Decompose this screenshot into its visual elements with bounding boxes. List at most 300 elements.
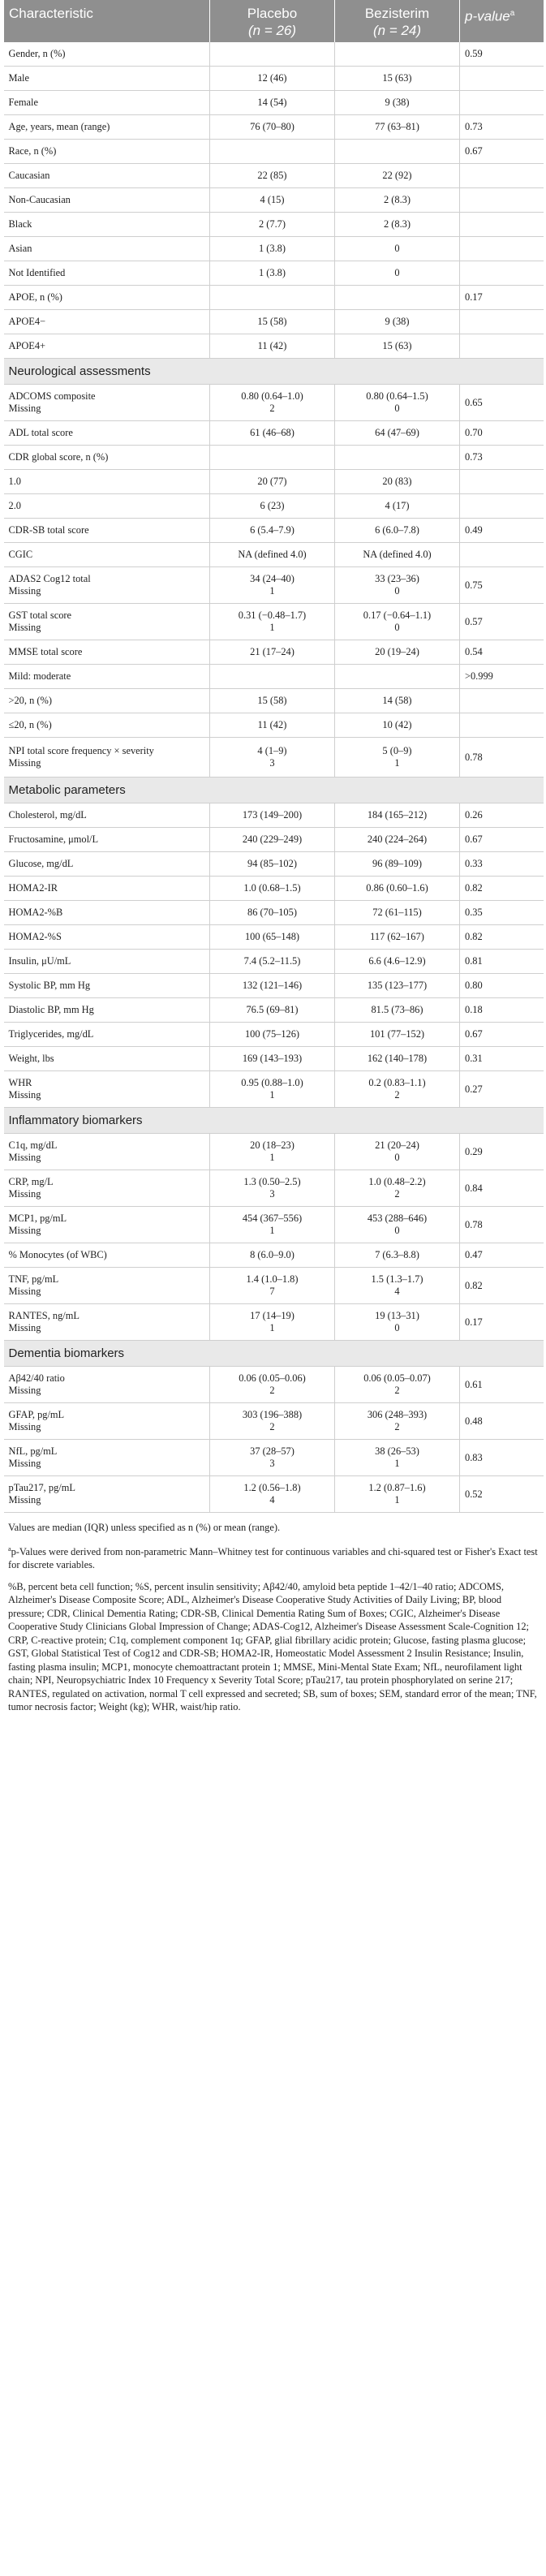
pvalue-cell bbox=[460, 42, 544, 67]
missing-label: Missing bbox=[8, 1494, 41, 1506]
bezisterim-value-cell bbox=[335, 213, 460, 237]
bezisterim-value-cell bbox=[335, 828, 460, 852]
row-label-cell bbox=[4, 164, 210, 188]
table-row bbox=[4, 1243, 544, 1268]
placebo-value-cell bbox=[210, 1268, 335, 1304]
table-row bbox=[4, 334, 544, 359]
bezisterim-value-cell bbox=[335, 42, 460, 67]
placebo-value-cell bbox=[210, 334, 335, 359]
row-label: Non-Caucasian bbox=[8, 194, 71, 205]
p-value: 0.73 bbox=[465, 451, 483, 463]
missing-count: 3 bbox=[269, 757, 275, 769]
cell-value: 0.2 (0.83–1.1) bbox=[368, 1077, 426, 1088]
row-label: RANTES, ng/mL bbox=[8, 1310, 80, 1321]
bezisterim-value-cell bbox=[335, 665, 460, 689]
placebo-value-cell bbox=[210, 1047, 335, 1071]
table-row bbox=[4, 803, 544, 828]
table-row bbox=[4, 310, 544, 334]
p-value: 0.29 bbox=[465, 1145, 483, 1157]
cell-value: 6 (6.0–7.8) bbox=[375, 524, 419, 536]
row-label-cell bbox=[4, 738, 210, 778]
row-label: WHR bbox=[8, 1077, 32, 1088]
pvalue-cell bbox=[460, 828, 544, 852]
cell-value: 7.4 (5.2–11.5) bbox=[243, 955, 301, 967]
cell-value: 0 bbox=[394, 243, 400, 254]
row-label-cell bbox=[4, 950, 210, 974]
cell-value: 240 (229–249) bbox=[242, 834, 303, 845]
pvalue-cell bbox=[460, 67, 544, 91]
row-label: CRP, mg/L bbox=[8, 1176, 54, 1187]
cell-value: 0.31 (−0.48–1.7) bbox=[238, 610, 307, 621]
row-label-cell bbox=[4, 640, 210, 665]
row-label-cell bbox=[4, 42, 210, 67]
pvalue-cell bbox=[460, 925, 544, 950]
cell-value: 33 (23–36) bbox=[375, 573, 419, 584]
placebo-value-cell bbox=[210, 877, 335, 901]
missing-label: Missing bbox=[8, 1322, 41, 1333]
missing-count: 1 bbox=[269, 1225, 275, 1236]
table-row bbox=[4, 67, 544, 91]
table-row bbox=[4, 567, 544, 604]
cell-value: 132 (121–146) bbox=[242, 980, 303, 991]
missing-count: 3 bbox=[269, 1188, 275, 1200]
cell-value: 7 (6.3–8.8) bbox=[375, 1249, 419, 1260]
p-value: 0.47 bbox=[465, 1249, 483, 1260]
row-label-cell bbox=[4, 803, 210, 828]
p-value: 0.75 bbox=[465, 579, 483, 591]
cell-value: 12 (46) bbox=[257, 72, 287, 84]
cell-value: 100 (75–126) bbox=[244, 1028, 300, 1040]
pvalue-cell bbox=[460, 188, 544, 213]
cell-value: 2 (7.7) bbox=[258, 218, 286, 230]
bezisterim-value-cell bbox=[335, 852, 460, 877]
placebo-value-cell bbox=[210, 67, 335, 91]
row-label-cell bbox=[4, 494, 210, 519]
cell-value: 17 (14–19) bbox=[250, 1310, 294, 1321]
bezisterim-value-cell bbox=[335, 974, 460, 998]
row-label-cell bbox=[4, 925, 210, 950]
bezisterim-value-cell bbox=[335, 1023, 460, 1047]
placebo-value-cell bbox=[210, 1476, 335, 1513]
p-value: 0.70 bbox=[465, 427, 483, 438]
pvalue-cell bbox=[460, 115, 544, 140]
cell-value: 173 (149–200) bbox=[242, 809, 303, 821]
cell-value: 20 (18–23) bbox=[250, 1139, 294, 1151]
cell-value: 20 (19–24) bbox=[375, 646, 419, 657]
pvalue-cell bbox=[460, 877, 544, 901]
cell-value: 1.2 (0.56–1.8) bbox=[243, 1482, 301, 1493]
placebo-value-cell bbox=[210, 519, 335, 543]
missing-count: 4 bbox=[394, 1286, 400, 1297]
p-value: 0.61 bbox=[465, 1378, 483, 1390]
pvalue-cell bbox=[460, 91, 544, 115]
row-label: Asian bbox=[8, 243, 32, 254]
missing-label: Missing bbox=[8, 1225, 41, 1236]
placebo-value-cell bbox=[210, 115, 335, 140]
table-row bbox=[4, 1170, 544, 1207]
section-title: Metabolic parameters bbox=[4, 778, 544, 803]
missing-count: 1 bbox=[269, 585, 275, 597]
pvalue-cell bbox=[460, 140, 544, 164]
placebo-value-cell bbox=[210, 164, 335, 188]
cell-value: 0.17 (−0.64–1.1) bbox=[363, 610, 432, 621]
bezisterim-value-cell bbox=[335, 1243, 460, 1268]
cell-value: 1.3 (0.50–2.5) bbox=[243, 1176, 301, 1187]
row-label: APOE4+ bbox=[8, 340, 46, 351]
row-label-cell bbox=[4, 901, 210, 925]
bezisterim-value-cell bbox=[335, 640, 460, 665]
bezisterim-value-cell bbox=[335, 310, 460, 334]
row-label-cell bbox=[4, 519, 210, 543]
placebo-value-cell bbox=[210, 446, 335, 470]
table-row bbox=[4, 494, 544, 519]
missing-count: 2 bbox=[269, 403, 275, 414]
row-label-cell bbox=[4, 604, 210, 640]
table-row bbox=[4, 188, 544, 213]
missing-count: 1 bbox=[269, 622, 275, 633]
placebo-value-cell bbox=[210, 665, 335, 689]
cell-value: 22 (92) bbox=[382, 170, 412, 181]
bezisterim-value-cell bbox=[335, 470, 460, 494]
row-label-cell bbox=[4, 1170, 210, 1207]
row-label: APOE4− bbox=[8, 316, 46, 327]
pvalue-cell bbox=[460, 1023, 544, 1047]
p-value: 0.27 bbox=[465, 1083, 483, 1095]
missing-label: Missing bbox=[8, 1421, 41, 1432]
pvalue-cell bbox=[460, 213, 544, 237]
section-title: Neurological assessments bbox=[4, 359, 544, 385]
p-value: 0.52 bbox=[465, 1488, 483, 1500]
p-value: 0.81 bbox=[465, 955, 483, 967]
cell-value: 21 (17–24) bbox=[250, 646, 294, 657]
cell-value: 38 (26–53) bbox=[375, 1445, 419, 1457]
p-value: 0.67 bbox=[465, 834, 483, 845]
cell-value: 1 (3.8) bbox=[258, 243, 286, 254]
row-label-cell bbox=[4, 237, 210, 261]
cell-value: 11 (42) bbox=[257, 340, 287, 351]
bezisterim-value-cell bbox=[335, 1207, 460, 1243]
p-value: 0.59 bbox=[465, 48, 483, 59]
missing-label: Missing bbox=[8, 1089, 41, 1101]
cell-value: 22 (85) bbox=[257, 170, 287, 181]
table-row bbox=[4, 852, 544, 877]
header-bezisterim-label: Bezisterim bbox=[364, 6, 430, 21]
missing-count: 1 bbox=[394, 1494, 400, 1506]
p-value: 0.82 bbox=[465, 931, 483, 942]
missing-label: Missing bbox=[8, 622, 41, 633]
missing-label: Missing bbox=[8, 1188, 41, 1200]
characteristics-table bbox=[3, 0, 544, 1513]
row-label: % Monocytes (of WBC) bbox=[8, 1249, 107, 1260]
pvalue-cell bbox=[460, 1367, 544, 1403]
pvalue-cell bbox=[460, 1476, 544, 1513]
row-label: Black bbox=[8, 218, 32, 230]
footnote-a bbox=[8, 1543, 538, 1572]
cell-value: 4 (1–9) bbox=[257, 745, 287, 756]
placebo-value-cell bbox=[210, 42, 335, 67]
row-label: 1.0 bbox=[8, 476, 21, 487]
row-label: Glucose, mg/dL bbox=[8, 858, 74, 869]
bezisterim-value-cell bbox=[335, 543, 460, 567]
pvalue-cell bbox=[460, 974, 544, 998]
bezisterim-value-cell bbox=[335, 1304, 460, 1341]
row-label: CDR global score, n (%) bbox=[8, 451, 109, 463]
bezisterim-value-cell bbox=[335, 1476, 460, 1513]
missing-count: 2 bbox=[394, 1421, 400, 1432]
table-row bbox=[4, 604, 544, 640]
p-value: 0.26 bbox=[465, 809, 483, 821]
row-label: Female bbox=[8, 97, 38, 108]
table-row bbox=[4, 213, 544, 237]
p-value: >0.999 bbox=[465, 670, 493, 682]
row-label: NPI total score frequency × severity bbox=[8, 745, 154, 756]
header-characteristic: Characteristic bbox=[4, 0, 210, 42]
cell-value: 6 (23) bbox=[260, 500, 285, 511]
pvalue-cell bbox=[460, 519, 544, 543]
cell-value: 21 (20–24) bbox=[375, 1139, 419, 1151]
bezisterim-value-cell bbox=[335, 567, 460, 604]
placebo-value-cell bbox=[210, 286, 335, 310]
placebo-value-cell bbox=[210, 1304, 335, 1341]
bezisterim-value-cell bbox=[335, 925, 460, 950]
table-row bbox=[4, 446, 544, 470]
bezisterim-value-cell bbox=[335, 67, 460, 91]
placebo-value-cell bbox=[210, 604, 335, 640]
pvalue-cell bbox=[460, 1071, 544, 1108]
missing-label: Missing bbox=[8, 1458, 41, 1469]
cell-value: 15 (58) bbox=[257, 316, 287, 327]
cell-value: 169 (143–193) bbox=[242, 1053, 303, 1064]
table-row bbox=[4, 998, 544, 1023]
bezisterim-value-cell bbox=[335, 998, 460, 1023]
bezisterim-value-cell bbox=[335, 738, 460, 778]
table-row bbox=[4, 1268, 544, 1304]
cell-value: 4 (15) bbox=[260, 194, 285, 205]
row-label: Fructosamine, μmol/L bbox=[8, 834, 99, 845]
row-label: Race, n (%) bbox=[8, 145, 57, 157]
pvalue-cell bbox=[460, 803, 544, 828]
missing-count: 0 bbox=[394, 403, 400, 414]
cell-value: NA (defined 4.0) bbox=[238, 549, 307, 560]
cell-value: 9 (38) bbox=[385, 97, 410, 108]
row-label: ≤20, n (%) bbox=[8, 719, 52, 730]
cell-value: 101 (77–152) bbox=[369, 1028, 425, 1040]
table-row bbox=[4, 421, 544, 446]
row-label-cell bbox=[4, 140, 210, 164]
pvalue-cell bbox=[460, 567, 544, 604]
cell-value: 1.4 (1.0–1.8) bbox=[246, 1273, 299, 1285]
row-label-cell bbox=[4, 261, 210, 286]
table-row bbox=[4, 925, 544, 950]
table-row bbox=[4, 738, 544, 778]
pvalue-cell bbox=[460, 237, 544, 261]
bezisterim-value-cell bbox=[335, 421, 460, 446]
row-label-cell bbox=[4, 665, 210, 689]
table-row bbox=[4, 470, 544, 494]
cell-value: 0.06 (0.05–0.06) bbox=[239, 1372, 306, 1384]
section-title: Inflammatory biomarkers bbox=[4, 1108, 544, 1134]
bezisterim-value-cell bbox=[335, 1134, 460, 1170]
row-label: NfL, pg/mL bbox=[8, 1445, 58, 1457]
pvalue-cell bbox=[460, 604, 544, 640]
p-value: 0.35 bbox=[465, 907, 483, 918]
row-label-cell bbox=[4, 567, 210, 604]
table-row bbox=[4, 385, 544, 421]
placebo-value-cell bbox=[210, 1023, 335, 1047]
pvalue-cell bbox=[460, 1047, 544, 1071]
placebo-value-cell bbox=[210, 974, 335, 998]
missing-count: 3 bbox=[269, 1458, 275, 1469]
table-row bbox=[4, 237, 544, 261]
row-label: Mild: moderate bbox=[8, 670, 71, 682]
pvalue-cell bbox=[460, 689, 544, 713]
placebo-value-cell bbox=[210, 385, 335, 421]
placebo-value-cell bbox=[210, 494, 335, 519]
pvalue-cell bbox=[460, 543, 544, 567]
p-value: 0.82 bbox=[465, 1279, 483, 1291]
placebo-value-cell bbox=[210, 901, 335, 925]
p-value: 0.33 bbox=[465, 858, 483, 869]
missing-label: Missing bbox=[8, 403, 41, 414]
pvalue-cell bbox=[460, 1134, 544, 1170]
row-label: Male bbox=[8, 72, 29, 84]
table-row bbox=[4, 543, 544, 567]
p-value: 0.82 bbox=[465, 882, 483, 894]
pvalue-cell bbox=[460, 1304, 544, 1341]
row-label: GFAP, pg/mL bbox=[8, 1409, 65, 1420]
row-label-cell bbox=[4, 877, 210, 901]
missing-count: 2 bbox=[269, 1421, 275, 1432]
p-value: 0.67 bbox=[465, 1028, 483, 1040]
missing-count: 0 bbox=[394, 585, 400, 597]
table-row bbox=[4, 140, 544, 164]
bezisterim-value-cell bbox=[335, 877, 460, 901]
cell-value: 117 (62–167) bbox=[370, 931, 424, 942]
cell-value: 11 (42) bbox=[257, 719, 287, 730]
placebo-value-cell bbox=[210, 1134, 335, 1170]
p-value: 0.49 bbox=[465, 524, 483, 536]
row-label: 2.0 bbox=[8, 500, 21, 511]
missing-count: 1 bbox=[269, 1089, 275, 1101]
cell-value: 19 (13–31) bbox=[375, 1310, 419, 1321]
row-label: GST total score bbox=[8, 610, 72, 621]
cell-value: 162 (140–178) bbox=[367, 1053, 428, 1064]
section-title: Dementia biomarkers bbox=[4, 1341, 544, 1367]
row-label: ADAS2 Cog12 total bbox=[8, 573, 91, 584]
placebo-value-cell bbox=[210, 1243, 335, 1268]
missing-count: 4 bbox=[269, 1494, 275, 1506]
row-label-cell bbox=[4, 1268, 210, 1304]
row-label: Insulin, μU/mL bbox=[8, 955, 71, 967]
row-label: C1q, mg/dL bbox=[8, 1139, 58, 1151]
cell-value: 453 (288–646) bbox=[367, 1213, 428, 1224]
row-label: HOMA2-%B bbox=[8, 907, 63, 918]
placebo-value-cell bbox=[210, 1440, 335, 1476]
table-row bbox=[4, 1071, 544, 1108]
missing-count: 0 bbox=[394, 1152, 400, 1163]
cell-value: 9 (38) bbox=[385, 316, 410, 327]
cell-value: 184 (165–212) bbox=[367, 809, 428, 821]
cell-value: 10 (42) bbox=[382, 719, 412, 730]
bezisterim-value-cell bbox=[335, 1170, 460, 1207]
header-placebo bbox=[210, 0, 335, 42]
row-label-cell bbox=[4, 1023, 210, 1047]
cell-value: 20 (83) bbox=[382, 476, 412, 487]
row-label: CGIC bbox=[8, 549, 33, 560]
p-value: 0.78 bbox=[465, 751, 483, 763]
row-label-cell bbox=[4, 689, 210, 713]
cell-value: 135 (123–177) bbox=[367, 980, 428, 991]
table-row bbox=[4, 164, 544, 188]
abbreviations-note: %B, percent beta cell function; %S, percent insulin sensitivity; Aβ42/40, amyloid beta peptide 1–42/1–40 ratio; ADCOMS, Alzheimer's Disease Composite Score; ADL, Alzheimer's Disease Cooperative Study Activities of Daily Living; BP, blood pressure; CDR, Clinical Dementia Rating; CDR-SB, Clinical Dementia Rating Sum of Boxes; CGIC, Alzheimer's Disease Cooperative Study Clinicians Global Impression of Change; ADAS-Cog12, Alzheimer's Disease Assessment Scale-Cognition 12; CRP, C-reactive protein; C1q, complement component 1q; GFAP, glial fibrillary acidic protein; Glucose, fasting plasma glucose; GST, Global Statistical Test of Cog12 and CDR-SB; HOMA2-IR, Homeostatic Model Assessment 2 Insulin Resistance; Insulin, fasting plasma insulin; MCP1, monocyte chemoattractant protein 1; MMSE, Mini-Mental State Exam; NfL, neurofilament light chain; NPI, Neuropsychiatric Index 10 Frequency x Severity Total Score; pTau217, tau protein phosphorylated on serine 217; RANTES, regulated on activation, normal T cell expressed and secreted; SB, sum of boxes; SEM, standard error of the mean; TNF, tumor necrosis factor; Weight (kg); WHR, waist/hip ratio. bbox=[8, 1580, 537, 1713]
cell-value: 0.86 (0.60–1.6) bbox=[366, 882, 428, 894]
bezisterim-value-cell bbox=[335, 188, 460, 213]
p-value: 0.80 bbox=[465, 980, 483, 991]
missing-count: 7 bbox=[269, 1286, 275, 1297]
table-row bbox=[4, 689, 544, 713]
cell-value: 96 (89–109) bbox=[372, 858, 422, 869]
placebo-value-cell bbox=[210, 852, 335, 877]
row-label: Caucasian bbox=[8, 170, 50, 181]
placebo-value-cell bbox=[210, 237, 335, 261]
placebo-value-cell bbox=[210, 213, 335, 237]
section-header-row bbox=[4, 1108, 544, 1134]
row-label-cell bbox=[4, 446, 210, 470]
pvalue-cell bbox=[460, 1440, 544, 1476]
missing-count: 1 bbox=[394, 1458, 400, 1469]
pvalue-cell bbox=[460, 1268, 544, 1304]
placebo-value-cell bbox=[210, 998, 335, 1023]
table-header bbox=[4, 0, 544, 42]
table-row bbox=[4, 115, 544, 140]
section-header-row bbox=[4, 359, 544, 385]
row-label-cell bbox=[4, 421, 210, 446]
pvalue-cell bbox=[460, 494, 544, 519]
bezisterim-value-cell bbox=[335, 237, 460, 261]
row-label-cell bbox=[4, 1476, 210, 1513]
table-row bbox=[4, 1023, 544, 1047]
cell-value: 0.80 (0.64–1.5) bbox=[366, 390, 428, 402]
row-label-cell bbox=[4, 334, 210, 359]
table-row bbox=[4, 261, 544, 286]
table-row bbox=[4, 42, 544, 67]
row-label-cell bbox=[4, 310, 210, 334]
bezisterim-value-cell bbox=[335, 901, 460, 925]
placebo-value-cell bbox=[210, 91, 335, 115]
table-row bbox=[4, 950, 544, 974]
cell-value: 0.80 (0.64–1.0) bbox=[241, 390, 303, 402]
table-row bbox=[4, 1207, 544, 1243]
placebo-value-cell bbox=[210, 421, 335, 446]
pvalue-cell bbox=[460, 713, 544, 738]
cell-value: 240 (224–264) bbox=[367, 834, 428, 845]
pvalue-cell bbox=[460, 901, 544, 925]
cell-value: 1.0 (0.68–1.5) bbox=[243, 882, 301, 894]
bezisterim-value-cell bbox=[335, 1440, 460, 1476]
table-row bbox=[4, 1304, 544, 1341]
row-label: Cholesterol, mg/dL bbox=[8, 809, 87, 821]
row-label: TNF, pg/mL bbox=[8, 1273, 59, 1285]
row-label-cell bbox=[4, 213, 210, 237]
row-label-cell bbox=[4, 1243, 210, 1268]
missing-label: Missing bbox=[8, 1152, 41, 1163]
pvalue-cell bbox=[460, 1243, 544, 1268]
placebo-value-cell bbox=[210, 543, 335, 567]
row-label: ADCOMS composite bbox=[8, 390, 96, 402]
p-value: 0.48 bbox=[465, 1415, 483, 1427]
missing-count: 0 bbox=[394, 1225, 400, 1236]
cell-value: 303 (196–388) bbox=[242, 1409, 303, 1420]
